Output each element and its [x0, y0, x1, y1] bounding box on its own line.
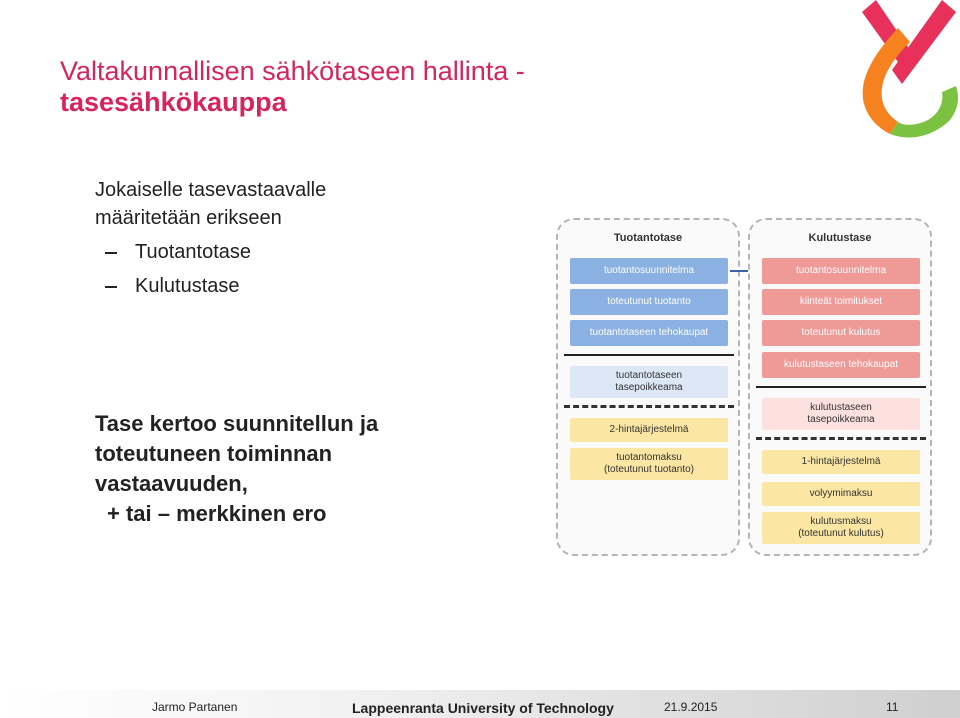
- university-logo: [858, 0, 960, 138]
- tase-line-4: + tai – merkkinen ero: [107, 501, 327, 526]
- volume-fee-box: volyymimaksu: [762, 482, 920, 506]
- footer-author: Jarmo Partanen: [152, 700, 238, 714]
- balance-explanation: [95, 409, 378, 529]
- production-trades-box: tuotantotaseen tehokaupat: [570, 320, 728, 346]
- consumption-divider: [756, 386, 926, 388]
- fee-line-2: (toteutunut kulutus): [798, 528, 884, 539]
- tase-line-1: Tase kertoo suunnitellun ja: [95, 411, 379, 436]
- fee-line-2: (toteutunut tuotanto): [603, 464, 695, 475]
- realized-consumption-box: toteutunut kulutus: [762, 320, 920, 346]
- production-dashed-divider: [564, 405, 734, 408]
- tase-line-2: toteutuneen toiminnan: [95, 441, 333, 466]
- intro-line-2: määritetään erikseen: [95, 207, 282, 229]
- production-fee-box: [570, 448, 728, 480]
- dash-icon: [105, 252, 117, 254]
- footer-date: 21.9.2015: [664, 700, 718, 714]
- one-price-system-box: 1-hintajärjestelmä: [762, 450, 920, 474]
- consumption-dashed-divider: [756, 437, 926, 440]
- intro-text: [95, 176, 326, 300]
- balance-diagram: [552, 216, 932, 554]
- consumption-plan-box: tuotantosuunnitelma: [762, 258, 920, 284]
- production-header: Tuotantotase: [613, 232, 683, 244]
- deviation-line-2: tasepoikkeama: [807, 414, 875, 425]
- page-number: 11: [886, 700, 899, 714]
- sub-bullet-label: Tuotantotase: [135, 241, 252, 263]
- title-line-1: Valtakunnallisen sähkötaseen hallinta -: [60, 56, 525, 86]
- fee-line-1: kulutusmaksu: [810, 516, 872, 527]
- deviation-line-1: tuotantotaseen: [615, 370, 683, 381]
- production-plan-box: tuotantosuunnitelma: [570, 258, 728, 284]
- title-line-2: tasesähkökauppa: [60, 87, 287, 117]
- consumption-deviation-box: [762, 398, 920, 430]
- production-divider: [564, 354, 734, 356]
- deviation-line-2: tasepoikkeama: [615, 382, 683, 393]
- consumption-trades-box: kulutustaseen tehokaupat: [762, 352, 920, 378]
- footer: [0, 690, 960, 718]
- sub-bullet-label: Kulutustase: [135, 275, 240, 297]
- consumption-header: Kulutustase: [808, 232, 872, 244]
- slide-title: [60, 56, 525, 118]
- two-price-system-box: 2-hintajärjestelmä: [570, 418, 728, 442]
- sub-bullet-consumption: [105, 272, 326, 300]
- deviation-line-1: kulutustaseen: [810, 402, 872, 413]
- tase-line-3: vastaavuuden,: [95, 471, 248, 496]
- footer-university: Lappeenranta University of Technology: [352, 700, 614, 716]
- dash-icon: [105, 286, 117, 288]
- sub-bullet-production: [105, 238, 326, 266]
- consumption-fee-box: [762, 512, 920, 544]
- realized-production-box: toteutunut tuotanto: [570, 289, 728, 315]
- fixed-deliveries-box: kiinteät toimitukset: [762, 289, 920, 315]
- intro-line-1: Jokaiselle tasevastaavalle: [95, 179, 327, 201]
- fee-line-1: tuotantomaksu: [616, 452, 682, 463]
- production-deviation-box: [570, 366, 728, 398]
